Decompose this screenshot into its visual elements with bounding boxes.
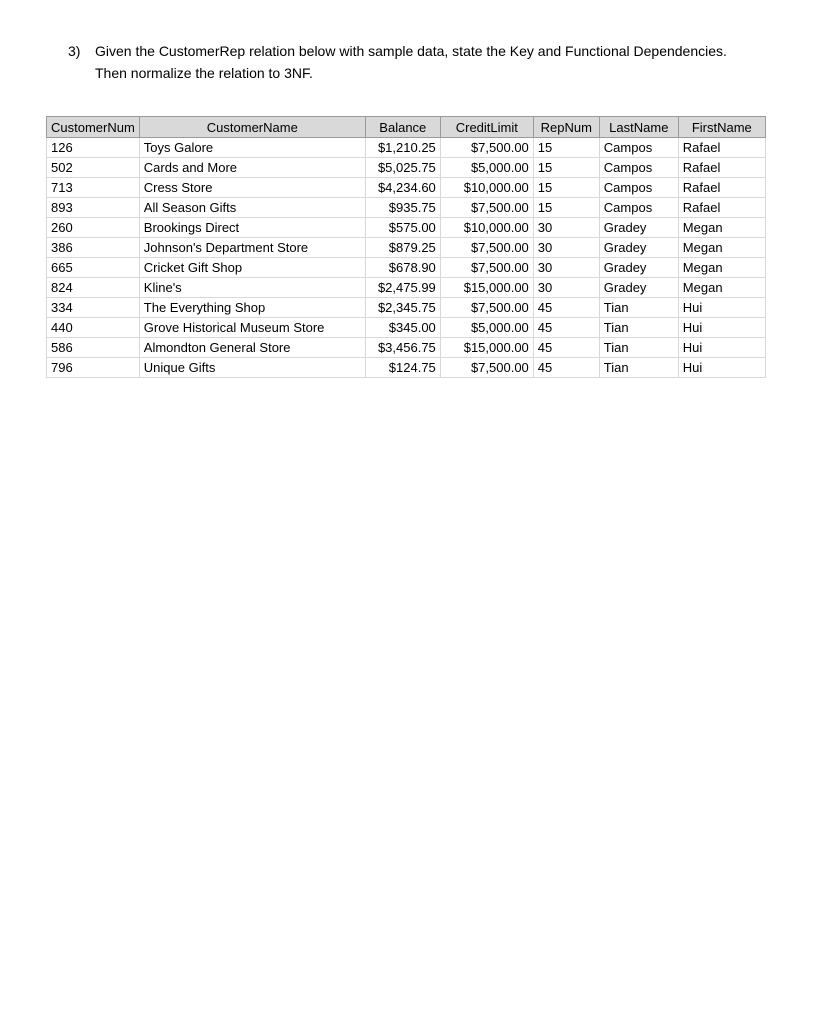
table-row (47, 318, 766, 338)
cell-creditlimit: $7,500.00 (440, 198, 533, 218)
cell-lastname: Gradey (599, 278, 678, 298)
cell-firstname: Hui (678, 338, 765, 358)
question-line-1: Given the CustomerRep relation below with sample data, state the Key and Functional Dependencies. (95, 43, 727, 59)
header-row (47, 117, 766, 138)
cell-balance: $1,210.25 (365, 138, 440, 158)
table-row (47, 358, 766, 378)
table-header (47, 117, 766, 138)
cell-lastname: Tian (599, 318, 678, 338)
table-row (47, 198, 766, 218)
cell-customername: Brookings Direct (139, 218, 365, 238)
cell-balance: $935.75 (365, 198, 440, 218)
table-body (47, 138, 766, 378)
table-row (47, 238, 766, 258)
table-row (47, 178, 766, 198)
cell-repnum: 15 (533, 138, 599, 158)
cell-customernum: 440 (47, 318, 140, 338)
cell-customernum: 796 (47, 358, 140, 378)
cell-customername: Cress Store (139, 178, 365, 198)
cell-firstname: Megan (678, 278, 765, 298)
cell-lastname: Campos (599, 198, 678, 218)
cell-firstname: Megan (678, 258, 765, 278)
cell-firstname: Megan (678, 218, 765, 238)
cell-balance: $879.25 (365, 238, 440, 258)
cell-customernum: 824 (47, 278, 140, 298)
cell-creditlimit: $5,000.00 (440, 158, 533, 178)
cell-firstname: Hui (678, 358, 765, 378)
cell-lastname: Campos (599, 138, 678, 158)
cell-balance: $4,234.60 (365, 178, 440, 198)
table-row (47, 258, 766, 278)
cell-lastname: Gradey (599, 258, 678, 278)
table-row (47, 138, 766, 158)
cell-repnum: 30 (533, 278, 599, 298)
cell-creditlimit: $15,000.00 (440, 278, 533, 298)
cell-repnum: 45 (533, 318, 599, 338)
cell-firstname: Rafael (678, 178, 765, 198)
cell-repnum: 15 (533, 198, 599, 218)
cell-customernum: 586 (47, 338, 140, 358)
cell-lastname: Campos (599, 178, 678, 198)
cell-customernum: 334 (47, 298, 140, 318)
question-line-2: Then normalize the relation to 3NF. (95, 65, 313, 81)
cell-firstname: Hui (678, 298, 765, 318)
cell-customername: Toys Galore (139, 138, 365, 158)
cell-balance: $2,345.75 (365, 298, 440, 318)
cell-creditlimit: $10,000.00 (440, 218, 533, 238)
cell-customername: All Season Gifts (139, 198, 365, 218)
table-row (47, 158, 766, 178)
cell-firstname: Hui (678, 318, 765, 338)
cell-repnum: 15 (533, 158, 599, 178)
cell-balance: $124.75 (365, 358, 440, 378)
cell-customernum: 386 (47, 238, 140, 258)
cell-customernum: 502 (47, 158, 140, 178)
cell-repnum: 30 (533, 218, 599, 238)
cell-creditlimit: $7,500.00 (440, 138, 533, 158)
cell-firstname: Rafael (678, 138, 765, 158)
cell-customernum: 665 (47, 258, 140, 278)
cell-customername: Cricket Gift Shop (139, 258, 365, 278)
cell-lastname: Campos (599, 158, 678, 178)
cell-customernum: 713 (47, 178, 140, 198)
cell-repnum: 45 (533, 338, 599, 358)
question-number: 3) (68, 43, 81, 59)
cell-lastname: Tian (599, 298, 678, 318)
cell-customername: Kline's (139, 278, 365, 298)
question-text (68, 40, 788, 84)
customer-rep-table (46, 116, 766, 378)
header-balance: Balance (365, 117, 440, 138)
cell-repnum: 45 (533, 298, 599, 318)
cell-lastname: Tian (599, 358, 678, 378)
header-creditlimit: CreditLimit (440, 117, 533, 138)
cell-balance: $3,456.75 (365, 338, 440, 358)
cell-customernum: 126 (47, 138, 140, 158)
cell-customername: Almondton General Store (139, 338, 365, 358)
header-customername: CustomerName (139, 117, 365, 138)
cell-repnum: 15 (533, 178, 599, 198)
header-repnum: RepNum (533, 117, 599, 138)
cell-creditlimit: $7,500.00 (440, 238, 533, 258)
cell-creditlimit: $7,500.00 (440, 358, 533, 378)
cell-creditlimit: $7,500.00 (440, 298, 533, 318)
table-row (47, 338, 766, 358)
cell-creditlimit: $7,500.00 (440, 258, 533, 278)
cell-customername: Cards and More (139, 158, 365, 178)
table-row (47, 298, 766, 318)
cell-firstname: Rafael (678, 198, 765, 218)
cell-balance: $345.00 (365, 318, 440, 338)
cell-repnum: 45 (533, 358, 599, 378)
header-customernum: CustomerNum (47, 117, 140, 138)
cell-creditlimit: $10,000.00 (440, 178, 533, 198)
header-firstname: FirstName (678, 117, 765, 138)
cell-customernum: 260 (47, 218, 140, 238)
cell-repnum: 30 (533, 238, 599, 258)
cell-customername: The Everything Shop (139, 298, 365, 318)
cell-lastname: Tian (599, 338, 678, 358)
cell-balance: $678.90 (365, 258, 440, 278)
cell-customernum: 893 (47, 198, 140, 218)
cell-creditlimit: $5,000.00 (440, 318, 533, 338)
cell-balance: $2,475.99 (365, 278, 440, 298)
cell-balance: $5,025.75 (365, 158, 440, 178)
cell-lastname: Gradey (599, 238, 678, 258)
table-row (47, 218, 766, 238)
cell-repnum: 30 (533, 258, 599, 278)
cell-creditlimit: $15,000.00 (440, 338, 533, 358)
cell-customername: Johnson's Department Store (139, 238, 365, 258)
cell-customername: Unique Gifts (139, 358, 365, 378)
cell-firstname: Megan (678, 238, 765, 258)
table-row (47, 278, 766, 298)
cell-balance: $575.00 (365, 218, 440, 238)
cell-firstname: Rafael (678, 158, 765, 178)
cell-lastname: Gradey (599, 218, 678, 238)
header-lastname: LastName (599, 117, 678, 138)
cell-customername: Grove Historical Museum Store (139, 318, 365, 338)
